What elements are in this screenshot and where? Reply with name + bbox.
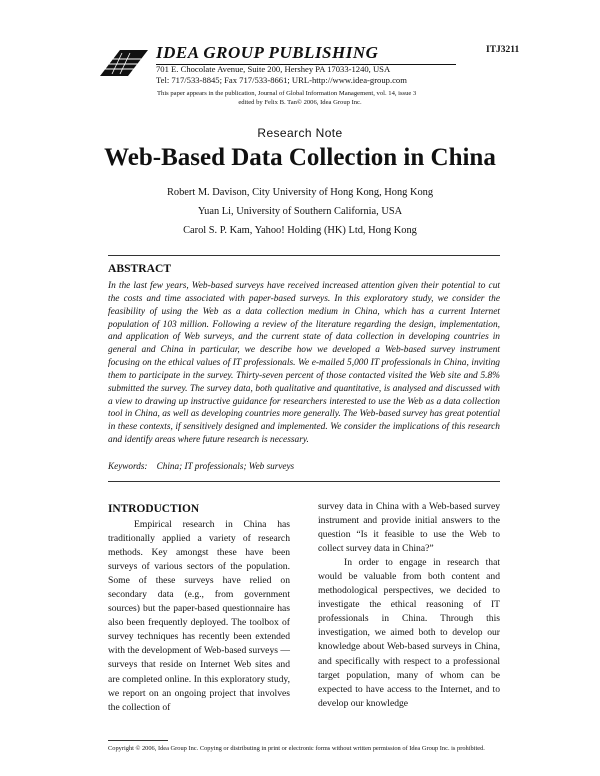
- abstract-top-rule: [108, 255, 500, 256]
- abstract-bottom-rule: [108, 481, 500, 482]
- column-left: [108, 518, 290, 715]
- abstract-heading: ABSTRACT: [108, 262, 172, 275]
- keywords-value: China; IT professionals; Web surveys: [156, 461, 295, 471]
- keywords-label: Keywords:: [108, 461, 148, 471]
- paragraph: In order to engage in research that would be valuable from both content and methodological perspectives, we decided to investigate the ethical reasoning of IT professionals in China. Through this investigation, we aimed both to develop our knowledge about Web-based surveys in China, and specifically with respect to a professional target population, many of whom can be expected to have access to the Internet, and to develop our knowledge: [318, 557, 500, 709]
- paragraph: Empirical research in China has traditionally applied a variety of research methods. Key amongst these have been surveys of various sectors of the population. Some of these surveys have relied on secondary data (e.g., from government sources) but the paper-based questionnaire has also been frequently deployed. The toolbox of survey techniques has recently been extended with the development of Web-based surveys — surveys that reside on Internet Web sites and are completed online. In this exploratory study, we report on an ongoing project that involves the collection of: [108, 519, 290, 713]
- copyright-notice: Copyright © 2006, Idea Group Inc. Copying or distributing in print or electronic forms without written permission of Idea Group Inc. is prohibited.: [108, 745, 485, 752]
- paragraph: survey data in China with a Web-based survey instrument and provide initial answers to the question “Is it feasible to use the Web to collect survey data in China?”: [318, 501, 500, 555]
- publisher-address: 701 E. Chocolate Avenue, Suite 200, Hershey PA 17033-1240, USA: [156, 64, 391, 74]
- section-label: Research Note: [257, 126, 343, 140]
- keywords-line: [108, 461, 294, 471]
- paper-code: ITJ3211: [486, 45, 520, 55]
- publisher-name: IDEA GROUP PUBLISHING: [156, 43, 456, 65]
- editor-note: edited by Felix B. Tan© 2006, Idea Group Inc.: [238, 99, 362, 106]
- introduction-heading: INTRODUCTION: [108, 503, 200, 515]
- author-line: Yuan Li, University of Southern California, USA: [197, 206, 403, 217]
- publisher-logo-icon: [100, 50, 148, 76]
- paper-title: Web-Based Data Collection in China: [104, 144, 496, 171]
- column-right: [318, 500, 500, 711]
- publication-note: This paper appears in the publication, Journal of Global Information Management, vol. 14, issue 3: [157, 90, 417, 97]
- author-line: Carol S. P. Kam, Yahoo! Holding (HK) Ltd, Hong Kong: [183, 225, 417, 236]
- publisher-contact: Tel: 717/533-8845; Fax 717/533-8661; URL-http://www.idea-group.com: [156, 75, 407, 85]
- author-line: Robert M. Davison, City University of Hong Kong, Hong Kong: [166, 187, 434, 198]
- abstract-text: In the last few years, Web-based surveys have received increased attention given their potential to cut the costs and time associated with paper-based surveys. In this exploratory study, we consider the feasibility of using the Web as a data collection medium in China, which has a current Internet population of 103 million. Following a review of the literature regarding the design, implementation, and application of Web surveys, and the current state of data collection in developing countries in general and China in particular, we describe how we developed a Web-based survey instrument focusing on the ethical values of IT professionals. We e-mailed 5,000 IT professionals in China, inviting them to participate in the survey. Thirty-seven percent of those contacted visited the Web site and 5.8% submitted the survey. The survey data, both qualitative and quantitative, is analysed and discussed with a view to drawing up instructive guidance for researchers interested to use the Web as a data collection tool in China, as well as developing countries more generally. The Web-based survey has great potential in these contexts, if sensitively designed and implemented. We consider the implications of this research and identify areas where future research is necessary.: [108, 281, 500, 446]
- footer-rule: [108, 740, 168, 741]
